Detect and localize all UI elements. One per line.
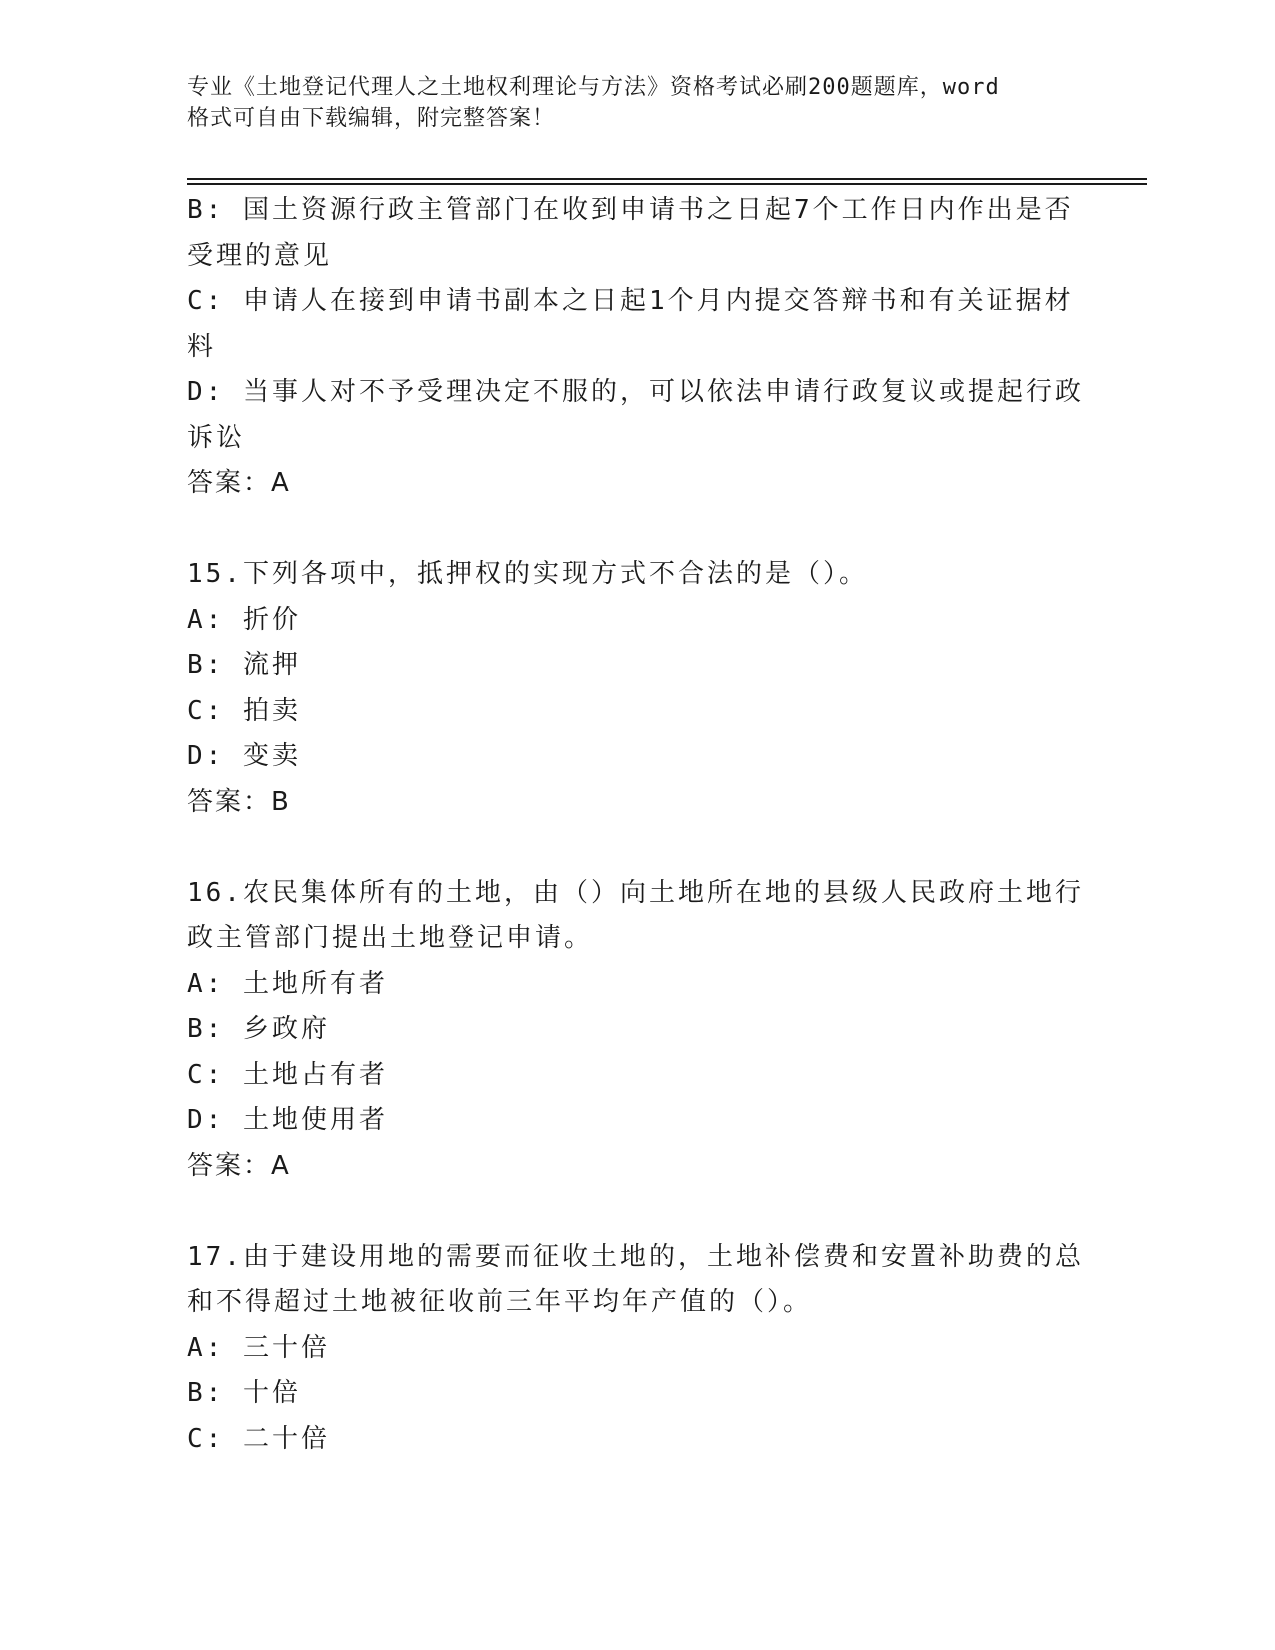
option-b: B: 十倍 — [187, 1378, 301, 1408]
header-title-line-1: 专业《土地登记代理人之土地权利理论与方法》资格考试必刷200题题库，word — [187, 75, 1000, 100]
spacer — [187, 825, 1087, 871]
question-14-tail — [187, 188, 1087, 507]
option-d: D: 变卖 — [187, 741, 301, 771]
option-c-line-1: C: 申请人在接到申请书副本之日起1个月内提交答辩书和有关证据材 — [187, 286, 1074, 316]
option-b: B: 流押 — [187, 650, 301, 680]
option-a: A: 土地所有者 — [187, 968, 388, 999]
question-16 — [187, 871, 1087, 1190]
header-title-line-2: 格式可自由下载编辑，附完整答案！ — [187, 106, 556, 131]
option-a: A: 三十倍 — [187, 1332, 330, 1363]
option-c: C: 拍卖 — [187, 695, 301, 726]
question-text-line-2: 和不得超过土地被征收前三年平均年产值的（）。 — [187, 1287, 813, 1317]
option-c: C: 土地占有者 — [187, 1059, 388, 1090]
header-divider-bottom — [187, 183, 1147, 185]
question-15 — [187, 552, 1087, 825]
option-d-line-2: 诉讼 — [187, 422, 246, 453]
option-b-line-1: B: 国土资源行政主管部门在收到申请书之日起7个工作日内作出是否 — [187, 195, 1074, 225]
question-text-line-1: 17.由于建设用地的需要而征收土地的，土地补偿费和安置补助费的总 — [187, 1241, 1084, 1272]
option-d: D: 土地使用者 — [187, 1105, 388, 1135]
option-c-line-2: 料 — [187, 331, 217, 362]
spacer — [187, 507, 1087, 553]
answer-label: 答案：A — [187, 468, 291, 498]
document-body — [187, 188, 1087, 1462]
option-d-line-1: D: 当事人对不予受理决定不服的，可以依法申请行政复议或提起行政 — [187, 377, 1084, 407]
question-17 — [187, 1235, 1087, 1463]
option-c: C: 二十倍 — [187, 1423, 330, 1454]
question-text: 15.下列各项中，抵押权的实现方式不合法的是（）。 — [187, 559, 868, 589]
answer-label: 答案：A — [187, 1150, 291, 1181]
question-text-line-1: 16.农民集体所有的土地，由（）向土地所在地的县级人民政府土地行 — [187, 877, 1084, 908]
option-a: A: 折价 — [187, 604, 301, 635]
document-header — [187, 72, 1087, 134]
question-text-line-2: 政主管部门提出土地登记申请。 — [187, 923, 594, 953]
answer-label: 答案：B — [187, 786, 291, 817]
spacer — [187, 1189, 1087, 1235]
option-b-line-2: 受理的意见 — [187, 240, 333, 271]
header-divider-top — [187, 178, 1147, 180]
option-b: B: 乡政府 — [187, 1014, 330, 1044]
